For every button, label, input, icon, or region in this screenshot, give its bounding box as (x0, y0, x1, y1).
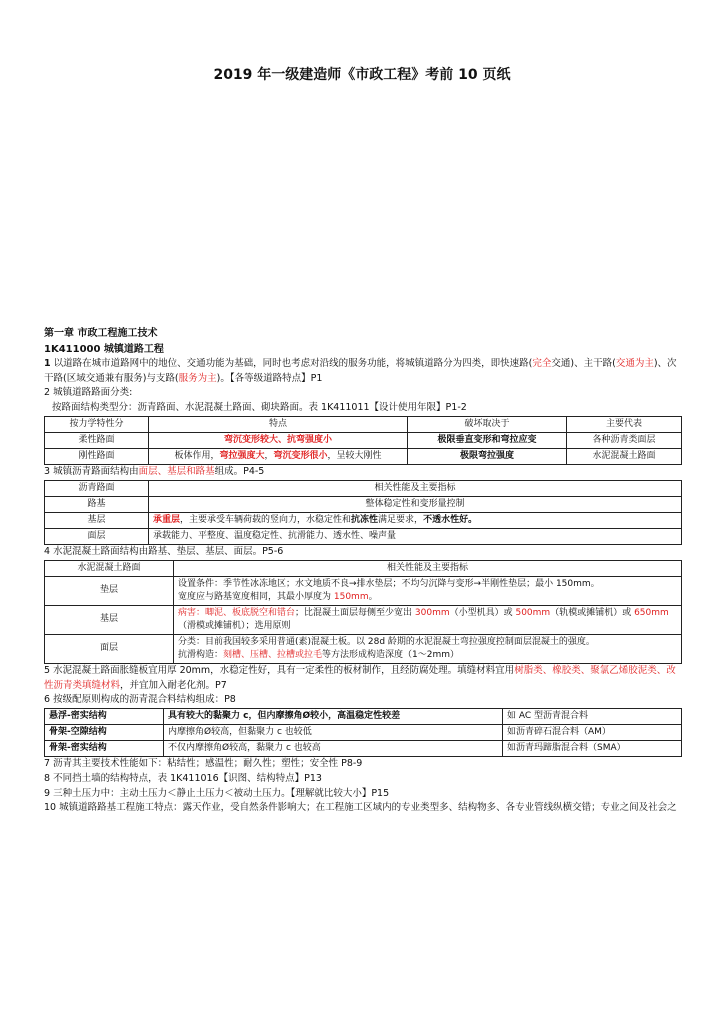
paragraph-5: 5 水泥混凝土路面胀缝板宜用厚 20mm，水稳定性好，具有一定柔性的板材制作，且经防腐处理。填缝材料宜用树脂类、橡胶类、聚氯乙烯胶泥类、改性沥青类填缝材料，并宜加入耐老化剂。P7 (44, 664, 676, 691)
paragraph-9: 9 三种土压力中：主动土压力＜静止土压力＜被动土压力。【理解就比较大小】P15 (44, 787, 390, 799)
table-row: 骨架-密实结构 不仅内摩擦角Ø较高，黏聚力 c 也较高 如沥青玛蹄脂混合料（SMA） (45, 741, 682, 757)
page-title: 2019 年一级建造师《市政工程》考前 10 页纸 (213, 67, 511, 83)
paragraph-7: 7 沥青其主要技术性能如下：粘结性；感温性；耐久性；塑性；安全性 P8-9 (44, 758, 363, 770)
table-row: 基层 病害：唧泥、板底脱空和错台；比混凝土面层每侧至少宽出 300mm（小型机具）或 500mm（轨模或摊铺机）或 650mm（滑模或摊铺机）；选用原则 (45, 605, 682, 634)
paragraph-10: 10 城镇道路路基工程施工特点：露天作业，受自然条件影响大；在工程施工区域内的专业类型多、结构物多、各专业管线纵横交错；专业之间及社会之 (44, 802, 677, 814)
table-header-row: 沥青路面 相关性能及主要指标 (45, 480, 682, 496)
paragraph-8: 8 不同挡土墙的结构特点，表 1K411016【识图、结构特点】P13 (44, 772, 322, 784)
paragraph-4: 4 水泥混凝土路面结构由路基、垫层、基层、面层。P5-6 (44, 545, 284, 557)
table-header-row: 水泥混凝土路面 相关性能及主要指标 (45, 560, 682, 576)
road-type-table (44, 416, 682, 465)
table-header-row: 按力学特性分 特点 破坏取决于 主要代表 (45, 416, 682, 432)
table-row: 骨架-空隙结构 内摩擦角Ø较高，但黏聚力 c 也较低 如沥青碎石混合料（AM） (45, 725, 682, 741)
paragraph-6: 6 按级配原则构成的沥青混合料结构组成：P8 (44, 694, 236, 706)
paragraph-1: 1 以道路在城市道路网中的地位、交通功能为基础，同时也考虑对沿线的服务功能，将城镇道路分为四类，即快速路(完全交通)、主干路(交通为主)、次干路(区域交通兼有服务)与支路(服务为主)。【各等级道路特点】P1 (44, 358, 677, 384)
table-row: 悬浮-密实结构 具有较大的黏聚力 c，但内摩擦角Ø较小，高温稳定性较差 如 AC 型沥青混合料 (45, 709, 682, 725)
concrete-structure-table (44, 560, 682, 664)
table-row: 路基 整体稳定性和变形量控制 (45, 496, 682, 512)
document-body (44, 326, 684, 816)
chapter-heading: 第一章 市政工程施工技术 (44, 328, 158, 339)
paragraph-3: 3 城镇沥青路面结构由面层、基层和路基组成。P4-5 (44, 466, 265, 478)
table-row: 面层 承载能力、平整度、温度稳定性、抗滑能力、透水性、噪声量 (45, 528, 682, 544)
asphalt-structure-table (44, 480, 682, 545)
table-row: 刚性路面 板体作用，弯拉强度大，弯沉变形很小，呈较大刚性 极限弯拉强度 水泥混凝土路面 (45, 448, 682, 464)
paragraph-2-detail: 按路面结构类型分：沥青路面、水泥混凝土路面、砌块路面。表 1K411011【设计使用年限】P1-2 (52, 402, 467, 414)
asphalt-mix-table (44, 708, 682, 757)
table-row: 垫层 设置条件：季节性冰冻地区；水文地质不良→排水垫层；不均匀沉降与变形→半刚性垫层；最小 150mm。 宽度应与路基宽度相同，其最小厚度为 150mm。 (45, 576, 682, 605)
table-row: 面层 分类：目前我国较多采用普通(素)混凝土板。以 28d 龄期的水泥混凝土弯拉强度控制面层混凝土的强度。 抗滑构造：刻槽、压槽、拉槽或拉毛等方法形成构造深度（1～2mm） (45, 634, 682, 663)
table-row: 柔性路面 弯沉变形较大、抗弯强度小 极限垂直变形和弯拉应变 各种沥青类面层 (45, 432, 682, 448)
paragraph-number: 1 (44, 358, 51, 369)
paragraph-2: 2 城镇道路路面分类: (44, 387, 133, 399)
table-row: 基层 承重层，主要承受车辆荷载的竖向力，水稳定性和抗冻性满足要求，不透水性好。 (45, 512, 682, 528)
section-heading: 1K411000 城镇道路工程 (44, 343, 164, 355)
